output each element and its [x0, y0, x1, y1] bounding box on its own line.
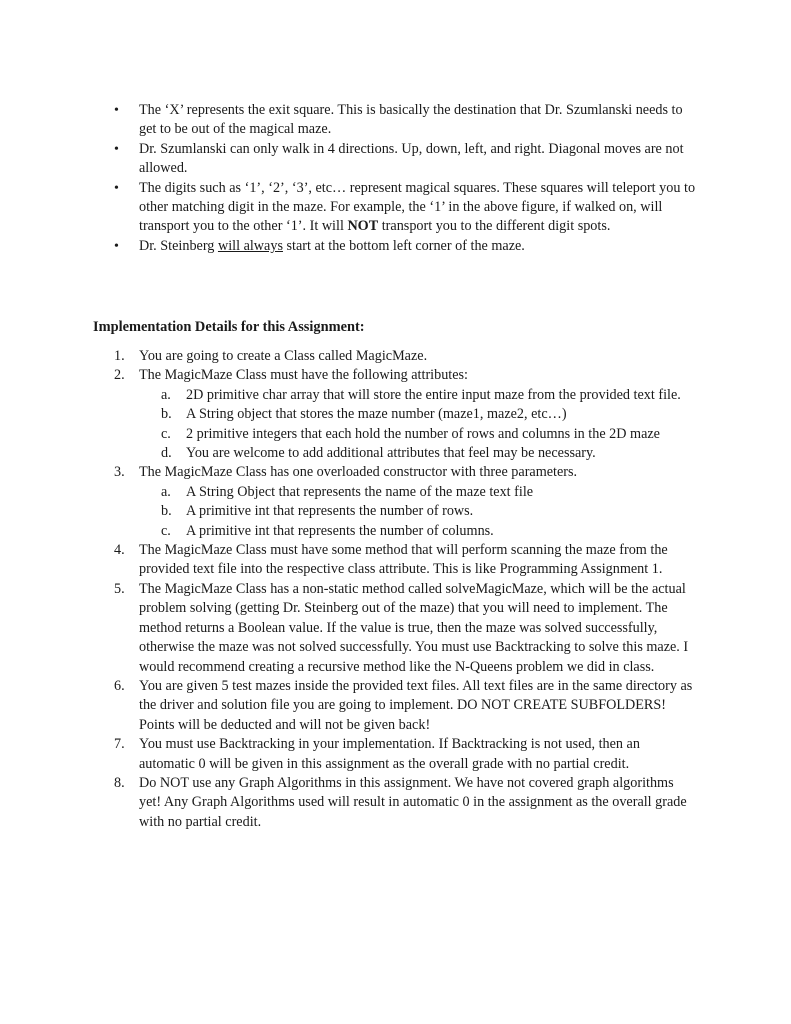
sub-item-text: A String Object that represents the name of the maze text file	[186, 483, 534, 500]
sub-item-letter: a.	[161, 483, 171, 500]
bullet-text: The digits such as ‘1’, ‘2’, ‘3’, etc… represent magical squares. These squares will teleport you to other matching digit in the maze. For example, the ‘1’ in the above figure, if walked on, will transport you to the other ‘1’. It will	[139, 179, 696, 235]
item-number: 2.	[114, 367, 125, 384]
sub-item	[139, 386, 686, 405]
bullet-text: The ‘X’ represents the exit square. This is basically the destination that Dr. Szumlanski needs to get to be out of the magical maze.	[139, 102, 683, 138]
sub-item	[139, 483, 686, 502]
item-number: 3.	[114, 464, 125, 481]
bullet-item	[0, 140, 699, 179]
sub-item	[139, 502, 686, 521]
sub-item-text: 2 primitive integers that each hold the number of rows and columns in the 2D maze	[186, 425, 660, 442]
item-text: You are given 5 test mazes inside the provided text files. All text files are in the same directory as the driver and solution file you are going to implement. DO NOT CREATE SUBFOLDERS! Points will be deducted and will not be given back!	[139, 677, 693, 733]
bullet-icon: •	[114, 238, 119, 254]
sub-item	[139, 405, 686, 424]
sub-item-letter: c.	[161, 522, 171, 539]
bullet-item	[0, 237, 699, 256]
numbered-item	[0, 347, 699, 366]
sub-item-text: 2D primitive char array that will store the entire input maze from the provided text file.	[186, 386, 681, 403]
bullet-text: start at the bottom left corner of the maze.	[282, 237, 525, 254]
sub-item	[139, 425, 686, 444]
sub-item-text: A primitive int that represents the number of columns.	[186, 522, 494, 539]
bullet-text: Dr. Szumlanski can only walk in 4 directions. Up, down, left, and right. Diagonal moves are not allowed.	[139, 140, 684, 177]
bullet-icon: •	[114, 180, 119, 196]
sub-item-text: You are welcome to add additional attributes that feel may be necessary.	[186, 445, 596, 462]
numbered-item	[0, 677, 699, 735]
item-number: 6.	[114, 677, 125, 694]
bullet-underlined-text: will always	[217, 237, 283, 254]
numbered-item	[0, 366, 699, 463]
sub-item-letter: a.	[161, 386, 171, 403]
item-text: You are going to create a Class called MagicMaze.	[139, 348, 428, 364]
bullet-item	[0, 101, 699, 140]
item-number: 7.	[114, 736, 125, 753]
item-text: You must use Backtracking in your implementation. If Backtracking is not used, then an automatic 0 will be given in this assignment as the overall grade with no partial credit.	[139, 736, 640, 772]
item-number: 8.	[114, 774, 125, 791]
sub-list	[139, 386, 699, 464]
sub-item-text: A primitive int that represents the number of rows.	[186, 503, 474, 520]
bullet-text: transport you to the different digit spots.	[378, 218, 611, 235]
item-text: The MagicMaze Class must have the following attributes:	[139, 367, 468, 384]
sub-list	[139, 483, 699, 541]
bullet-bold-text: NOT	[347, 218, 379, 235]
item-text: The MagicMaze Class must have some method that will perform scanning the maze from the provided text file into the respective class attribute. This is like Programming Assignment 1.	[139, 542, 668, 578]
sub-item-letter: d.	[161, 445, 172, 462]
rules-bullet-list	[0, 101, 791, 256]
numbered-item	[0, 735, 699, 774]
bullet-icon: •	[114, 141, 119, 157]
item-number: 5.	[114, 580, 125, 597]
item-number: 1.	[114, 348, 125, 364]
item-text: The MagicMaze Class has one overloaded constructor with three parameters.	[139, 464, 578, 481]
numbered-item	[0, 774, 699, 832]
sub-item	[139, 522, 686, 541]
sub-item-text: A String object that stores the maze number (maze1, maze2, etc…)	[186, 406, 567, 423]
sub-item	[139, 444, 686, 463]
sub-item-letter: b.	[161, 406, 172, 423]
item-text: Do NOT use any Graph Algorithms in this assignment. We have not covered graph algorithms yet! Any Graph Algorithms used will result in automatic 0 in the assignment as the overall grade with no partial credit.	[139, 774, 687, 830]
section-heading: Implementation Details for this Assignment:	[93, 319, 365, 335]
bullet-text: Dr. Steinberg	[139, 237, 218, 254]
numbered-item	[0, 541, 699, 580]
bullet-icon: •	[114, 103, 119, 118]
item-number: 4.	[114, 542, 125, 559]
item-text: The MagicMaze Class has a non-static method called solveMagicMaze, which will be the actual problem solving (getting Dr. Steinberg out of the maze) that you will need to implement. The method returns a Boolean value. If the value is true, then the maze was solved successfully, otherwise the maze was not solved successfully. You must use Backtracking to solve this maze. I would recommend creating a recursive method like the N-Queens problem we did in class.	[139, 580, 689, 675]
sub-item-letter: c.	[161, 425, 171, 442]
bullet-item	[0, 179, 699, 237]
numbered-item	[0, 463, 699, 541]
implementation-list	[0, 347, 791, 832]
sub-item-letter: b.	[161, 503, 172, 520]
numbered-item	[0, 580, 699, 677]
